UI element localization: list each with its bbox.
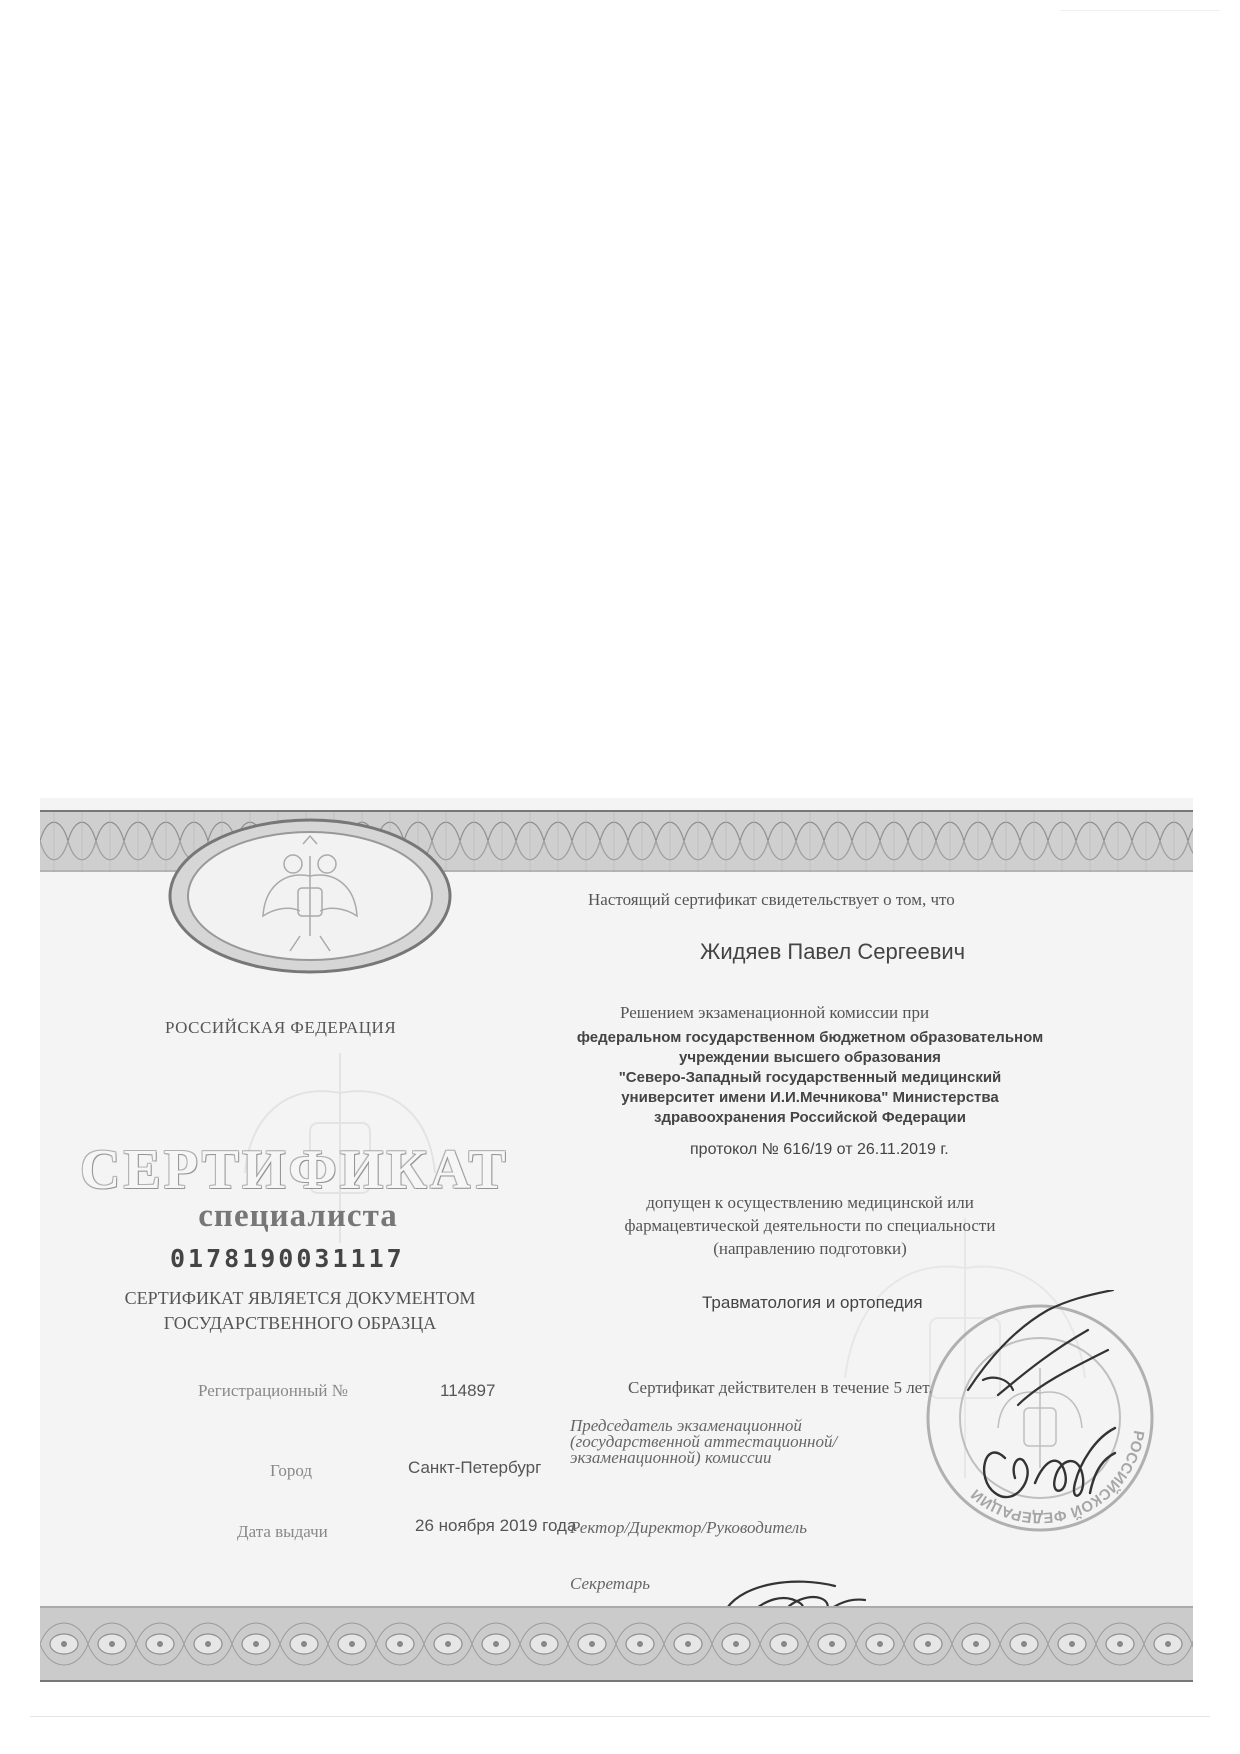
page-edge-bottom	[30, 1716, 1210, 1717]
institution-line-1: федеральном государственном бюджетном образовательном	[576, 1029, 1044, 1046]
rector-signature	[965, 1398, 1148, 1528]
country-label: РОССИЙСКАЯ ФЕДЕРАЦИЯ	[165, 1018, 397, 1037]
specialty: Травматология и ортопедия	[702, 1293, 923, 1312]
chairman-line-3: экзаменационной) комиссии	[570, 1448, 772, 1467]
issue-date-value: 26 ноября 2019 года	[415, 1516, 577, 1535]
certificate-number: 0178190031117	[170, 1244, 405, 1273]
admission-line-3: (направлению подготовки)	[713, 1239, 907, 1258]
admission-line-1: допущен к осуществлению медицинской или	[646, 1193, 974, 1212]
seal-ring-text: РОССИЙСКОЙ ФЕДЕРАЦИИ	[967, 1429, 1148, 1527]
admission-line-2: фармацевтической деятельности по специальности	[624, 1216, 996, 1235]
coat-of-arms-medallion	[165, 816, 455, 976]
holder-name: Жидяев Павел Сергеевич	[700, 939, 966, 964]
registration-label: Регистрационный №	[198, 1381, 348, 1400]
bottom-ornament-band	[40, 1606, 1193, 1682]
page-edge-top	[1060, 10, 1220, 11]
certificate-subtitle: специалиста	[198, 1198, 398, 1234]
city-label: Город	[270, 1461, 312, 1480]
protocol-text: протокол № 616/19 от 26.11.2019 г.	[690, 1141, 949, 1158]
city-value: Санкт-Петербург	[408, 1458, 542, 1477]
secretary-line: Секретарь	[570, 1574, 650, 1593]
decision-text: Решением экзаменационной комиссии при	[620, 1003, 930, 1022]
chairman-line-2: (государственной аттестационной/	[570, 1432, 838, 1451]
registration-number: 114897	[440, 1381, 496, 1400]
certificate	[40, 798, 1193, 1682]
institution-line-5: здравоохранения Российской Федерации	[653, 1109, 966, 1126]
institution-line-3: "Северо-Западный государственный медицинский	[618, 1069, 1002, 1086]
rector-line: Ректор/Директор/Руководитель	[570, 1518, 807, 1537]
document-note-line-1: СЕРТИФИКАТ ЯВЛЯЕТСЯ ДОКУМЕНТОМ	[124, 1288, 476, 1308]
institution-line-2: учреждении высшего образования	[679, 1049, 941, 1066]
document-note-line-2: ГОСУДАРСТВЕННОГО ОБРАЗЦА	[163, 1313, 437, 1333]
intro-text: Настоящий сертификат свидетельствует о том, что	[588, 890, 955, 909]
validity-text: Сертификат действителен в течение 5 лет.	[628, 1378, 933, 1397]
certificate-title: СЕРТИФИКАТ	[80, 1139, 509, 1201]
chairman-line-1: Председатель экзаменационной	[570, 1416, 802, 1435]
institution-line-4: университет имени И.И.Мечникова" Министерства	[621, 1089, 999, 1106]
issue-date-label: Дата выдачи	[237, 1522, 328, 1541]
